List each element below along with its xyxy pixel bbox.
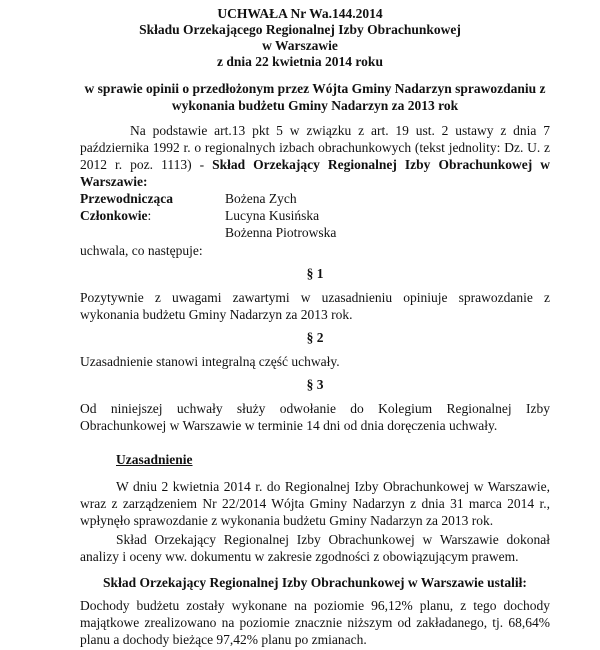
resolution-intro: uchwala, co następuje: [80,243,203,258]
justification-heading: Uzasadnienie [116,452,193,467]
member-name-2: Bożenna Piotrowska [225,225,337,240]
findings-heading: Skład Orzekający Regionalnej Izby Obrachunkowej w Warszawie ustalił: [103,575,527,590]
section-3-text: Od niniejszej uchwały służy odwołanie do Kolegium Regionalnej Izby Obrachunkowej w Warszawie w terminie 14 dni od dnia doręczenia uchwały. [80,401,550,433]
member-name-1: Lucyna Kusińska [225,208,320,223]
resolution-date: z dnia 22 kwietnia 2014 roku [217,54,383,69]
legal-basis-body: Skład Orzekający Regionalnej Izby Obrachunkowej w Warszawie: [80,157,550,189]
justification-paragraph-2 [80,531,550,565]
subject-line-2: wykonania budżetu Gminy Nadarzyn za 2013 rok [171,98,459,113]
section-2-text: Uzasadnienie stanowi integralną część uchwały. [80,354,340,369]
justification-paragraph-1 [80,478,550,529]
panel-members [80,190,550,241]
members-label: Członkowie [80,208,148,223]
chair-name: Bożena Zych [225,191,297,206]
justification-heading-wrap [80,451,550,468]
resolution-subject [80,80,550,114]
justification-p2-text: Skład Orzekający Regionalnej Izby Obrachunkowej w Warszawie dokonał analizy i oceny ww. dokumentu w zakresie zgodności z obowiązującym prawem. [80,532,550,564]
findings-paragraph: Dochody budżetu zostały wykonane na poziomie 96,12% planu, z tego dochody majątkowe zrealizowano na poziomie znacznie niższym od zakładanego, tj. 68,64% planu a dochody bieżące 97,42% planu po zmianach. [80,598,550,647]
legal-basis-paragraph [80,122,550,190]
members-label-colon: : [147,208,152,223]
issuing-body: Składu Orzekającego Regionalnej Izby Obrachunkowej [139,22,461,37]
resolution-number: UCHWAŁA Nr Wa.144.2014 [217,6,383,21]
section-1-text: Pozytywnie z uwagami zawartymi w uzasadnieniu opiniuje sprawozdanie z wykonania budżetu Gminy Nadarzyn za 2013 rok. [80,290,550,322]
section-3-heading: § 3 [306,377,324,392]
section-2-heading: § 2 [306,330,324,345]
chair-label: Przewodnicząca [80,191,173,206]
legal-basis-text: Na podstawie art.13 pkt 5 w związku z art. 19 ust. 2 ustawy z dnia 7 października 1992 r. o regionalnych izbach obrachunkowych (tekst jednolity: Dz. U. z 2012 r. poz. 1113) - [80,123,550,172]
justification-p1-text: W dniu 2 kwietnia 2014 r. do Regionalnej Izby Obrachunkowej w Warszawie, wraz z zarządzeniem Nr 22/2014 Wójta Gminy Nadarzyn z dnia 31 marca 2014 r., wpłynęło sprawozdanie z wykonania budżetu Gminy Nadarzyn za 2013 rok. [80,479,550,528]
section-1-heading: § 1 [306,266,324,281]
subject-line-1: w sprawie opinii o przedłożonym przez Wójta Gminy Nadarzyn sprawozdaniu z [84,81,546,96]
issuing-city: w Warszawie [262,38,338,53]
resolution-header [0,6,600,70]
